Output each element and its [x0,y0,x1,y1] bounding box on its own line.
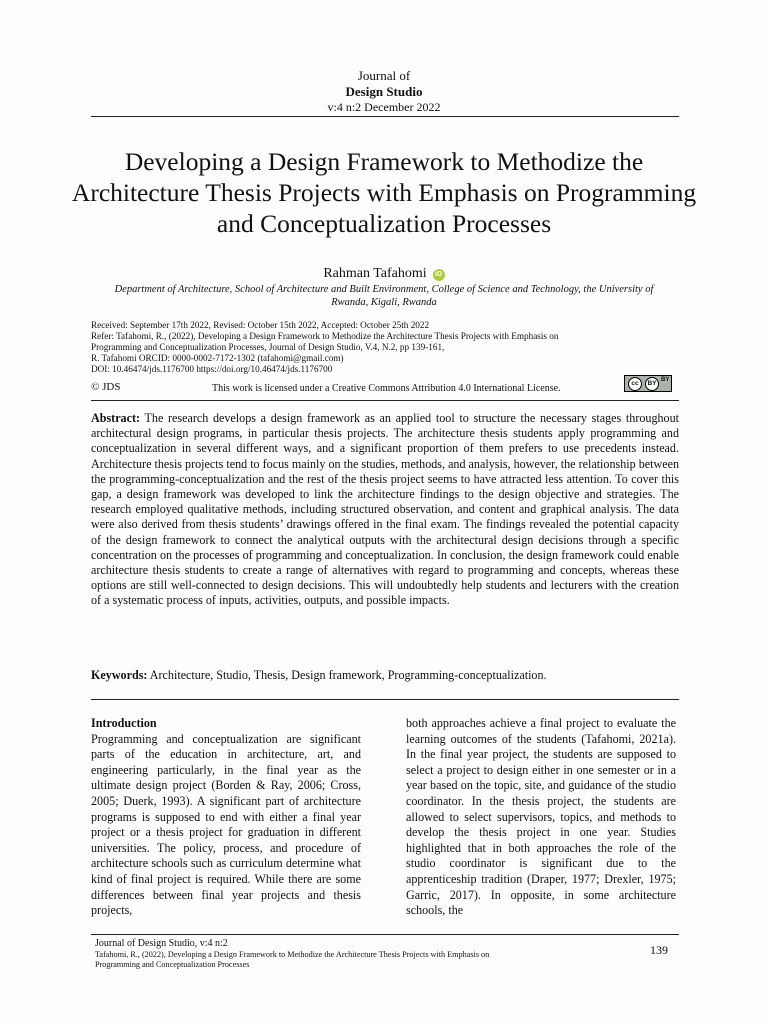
column-1-text: Programming and conceptualization are significant parts of the education in architecture, art, and engineering particularly, in the final year as the ultimate design project (Borden & Ray, 2006; Cross, 2005; Duerk, 1993). A significant part of architecture programs is supposed to end with either a final year project or a thesis project for graduation in different universities. The policy, process, and procedure of architecture schools such as curriculum determine what kind of final project is required. While there are some differences between final year projects and thesis projects, [91,731,361,918]
abstract-label: Abstract: [91,411,141,425]
journal-prefix: Journal of [357,68,411,83]
footer-citation-2: Programming and Conceptualization Processes [95,960,250,969]
footer [95,938,615,970]
doi-line[interactable]: DOI: 10.46474/jds.1176700 https://doi.org/10.46474/jds.1176700 [91,364,333,374]
keywords-label: Keywords: [91,668,148,682]
keywords-rule [91,699,679,700]
cc-by-badge[interactable] [624,375,672,392]
keywords [91,668,679,683]
paper-title: Developing a Design Framework to Methodize the Architecture Thesis Projects with Emphasis on Programming and Conceptualization Processes [71,147,697,238]
keywords-text: Architecture, Studio, Thesis, Design framework, Programming-conceptualization. [147,668,547,682]
orcid-icon[interactable]: iD [433,269,445,281]
footer-citation-1: Tafahomi, R., (2022), Developing a Design Framework to Methodize the Architecture Thesis Projects with Emphasis on [95,950,490,959]
abstract-text: The research develops a design framework as an applied tool to structure the necessary stages throughout architectural design programs, in particular thesis projects. The architecture thesis students apply programming and conceptualization in several different ways, and a significant proportion of them prefers to use precedents instead. Architecture thesis projects tend to focus mainly on the studies, methods, and analysis, however, the relationship between the programming-conceptualization and the rest of the thesis project seems to have attracted less attention. To cover this gap, a design framework was developed to link the architecture findings to the design objective and strategies. The research employed qualitative methods, including structured observation, and content and graphical analysis. The data were also derived from thesis students’ drawings offered in the final exam. The findings revealed the potential capacity of the design framework to connect the analytical outputs with the architectural design decisions through a specific concentration on the processes of programming and conceptualization. In conclusion, the design framework could enable architecture thesis students to create a range of alternatives with regard to programming and concepts, whereas these options are still well-connected to design decisions. This will undoubtedly help students and lecturers with the creation of a systematic process of inputs, activities, outputs, and possible impacts. [91,411,679,608]
abstract-top-rule [91,400,679,401]
license-text: This work is licensed under a Creative Commons Attribution 4.0 International License. [212,383,561,394]
body-column-2 [406,716,676,919]
received-dates: Received: September 17th 2022, Revised: October 15th 2022, Accepted: October 25th 2022 [91,320,430,330]
orcid-line: R. Tafahomi ORCID: 0000-0002-7172-1302 (tafahomi@gmail.com) [91,353,344,363]
refer-line-2: Programming and Conceptualization Processes, Journal of Design Studio, V.4, N.2, pp 139-161, [91,342,445,352]
footer-rule [91,934,679,935]
author-name: Rahman Tafahomi [323,266,427,281]
cc-icon: cc [628,377,642,391]
author-affiliation: Department of Architecture, School of Architecture and Built Environment, College of Science and Technology, the University of Rwanda, Kigali, Rwanda [114,284,654,308]
section-heading: Introduction [91,716,157,730]
attribution-icon: BY [645,377,659,391]
page-number: 139 [650,943,668,957]
cc-by-label: BY [661,377,670,383]
footer-journal: Journal of Design Studio, v:4 n:2 [95,938,228,949]
abstract [91,411,679,609]
journal-name: Design Studio [345,84,423,99]
journal-issue: v:4 n:2 December 2022 [327,100,441,114]
column-2-text: both approaches achieve a final project to evaluate the learning outcomes of the students (Tafahomi, 2021a). In the final year project, the students are supposed to select a project to design either in one semester or in a year based on the topic, site, and guidance of the studio coordinator. In the thesis project, the students are allowed to select supervisors, topics, and methods to develop the thesis project in one year. Studies highlighted that in both approaches the role of the studio coordinator is significant due to the apprenticeship tradition (Draper, 1977; Drexler, 1975; Garric, 2017). In opposite, in some architecture schools, the [406,716,676,918]
copyright: © JDS [91,381,121,393]
author-row [0,266,768,282]
header-rule [91,116,679,117]
refer-line-1: Refer: Tafahomi, R., (2022), Developing a Design Framework to Methodize the Architecture Thesis Projects with Emphasis on [91,331,559,341]
body-column-1 [91,716,361,919]
